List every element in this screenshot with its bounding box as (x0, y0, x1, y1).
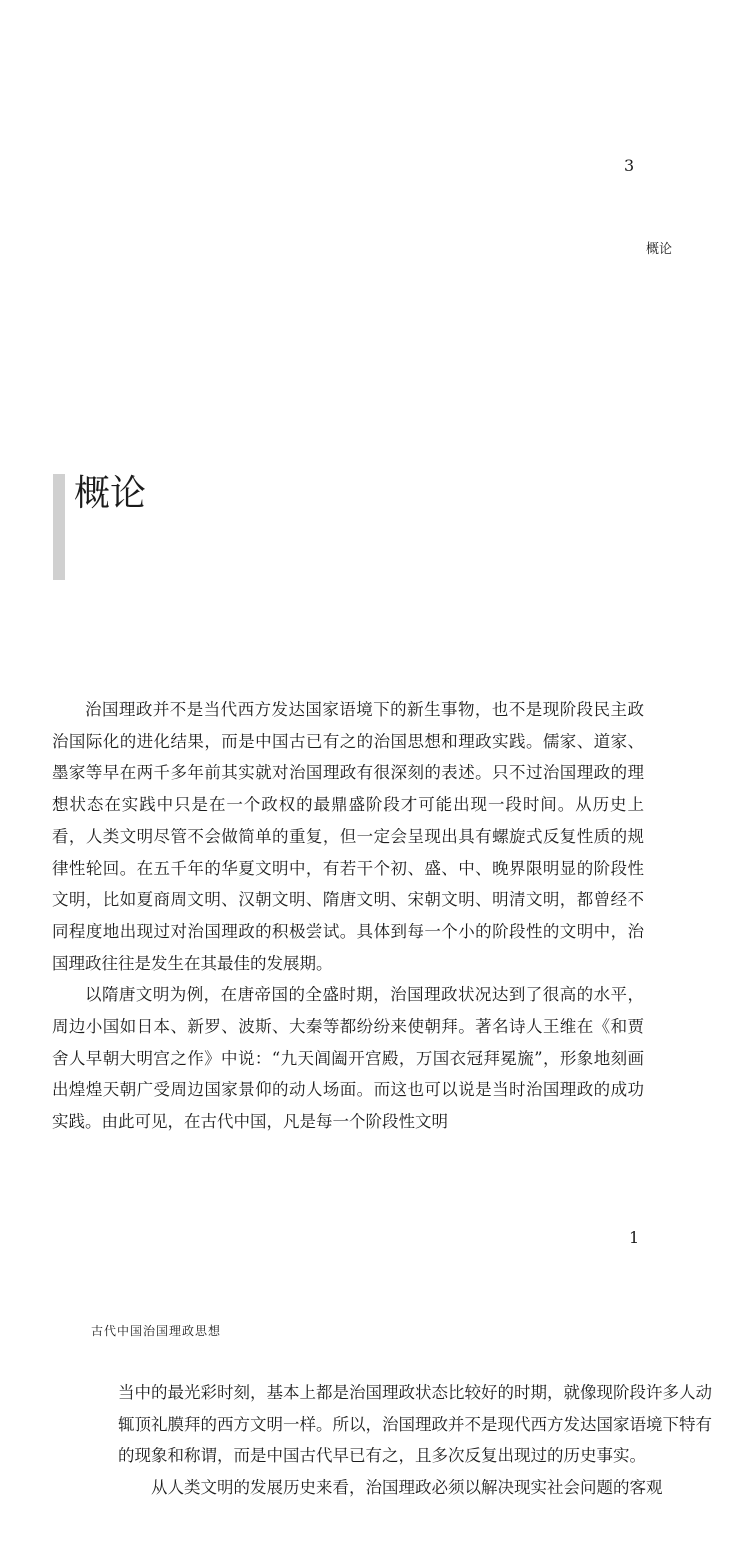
top-page-number: 3 (624, 156, 635, 175)
body-paragraph: 从人类文明的发展历史来看，治国理政必须以解决现实社会问题的客观 (151, 1478, 663, 1498)
bottom-page-number: 1 (629, 1228, 640, 1247)
next-page-running-head: 古代中国治国理政思想 (91, 1324, 222, 1338)
running-head: 概论 (646, 242, 673, 257)
body-paragraph: 以隋唐文明为例，在唐帝国的全盛时期，治国理政状况达到了很高的水平，周边小国如日本、新罗、波斯、大秦等都纷纷来使朝拜。著名诗人王维在《和贾舍人早朝大明宫之作》中说：“九天阊阖开宫殿，万国衣冠拜冕旒”，形象地刻画出煌煌天朝广受周边国家景仰的动人场面。而这也可以说是当时治国理政的成功实践。由此可见，在古代中国，凡是每一个阶段性文明 (52, 985, 644, 1132)
chapter-title-bar (53, 474, 65, 580)
body-paragraph: 治国理政并不是当代西方发达国家语境下的新生事物，也不是现阶段民主政治国际化的进化结果，而是中国古已有之的治国思想和理政实践。儒家、道家、墨家等早在两千多年前其实就对治国理政有很深刻的表述。只不过治国理政的理想状态在实践中只是在一个政权的最鼎盛阶段才可能出现一段时间。从历史上看，人类文明尽管不会做简单的重复，但一定会呈现出具有螺旋式反复性质的规律性轮回。在五千年的华夏文明中，有若干个初、盛、中、晚界限明显的阶段性文明，比如夏商周文明、汉朝文明、隋唐文明、宋朝文明、明清文明，都曾经不同程度地出现过对治国理政的积极尝试。具体到每一个小的阶段性的文明中，治国理政往往是发生在其最佳的发展期。 (52, 700, 644, 973)
chapter-title: 概论 (74, 473, 147, 514)
page1-body (52, 694, 644, 1138)
page2-body (118, 1377, 712, 1504)
body-paragraph: 当中的最光彩时刻，基本上都是治国理政状态比较好的时期，就像现阶段许多人动辄顶礼膜拜的西方文明一样。所以，治国理政并不是现代西方发达国家语境下特有的现象和称谓，而是中国古代早已有之，且多次反复出现过的历史事实。 (118, 1383, 712, 1466)
